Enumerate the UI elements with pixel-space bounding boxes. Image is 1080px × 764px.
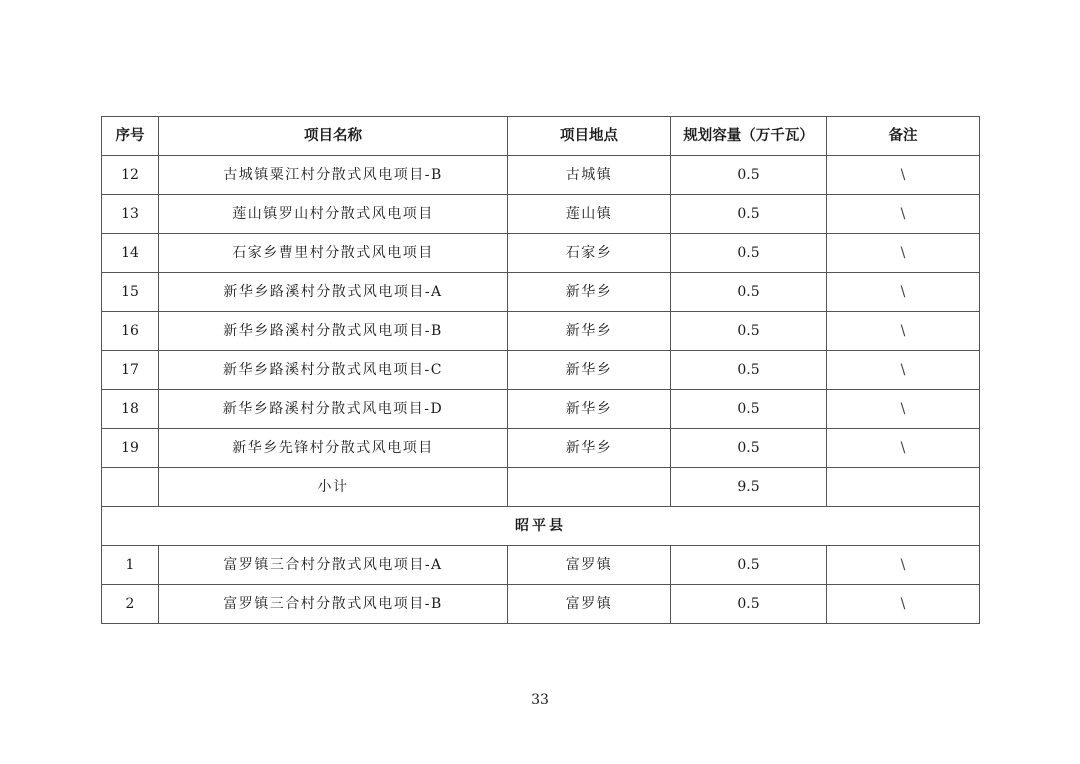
cell-note: \ bbox=[827, 234, 980, 273]
cell-note: \ bbox=[827, 546, 980, 585]
header-capacity: 规划容量（万千瓦） bbox=[671, 117, 827, 156]
table-row bbox=[102, 195, 980, 234]
cell-name: 新华乡路溪村分散式风电项目-D bbox=[159, 390, 508, 429]
cell-name: 新华乡路溪村分散式风电项目-C bbox=[159, 351, 508, 390]
table-row bbox=[102, 390, 980, 429]
cell-seq: 19 bbox=[102, 429, 159, 468]
cell-capacity: 0.5 bbox=[671, 546, 827, 585]
subtotal-label: 小计 bbox=[159, 468, 508, 507]
cell-capacity: 0.5 bbox=[671, 195, 827, 234]
cell-seq-empty bbox=[102, 468, 159, 507]
cell-seq: 2 bbox=[102, 585, 159, 624]
header-seq: 序号 bbox=[102, 117, 159, 156]
cell-name: 莲山镇罗山村分散式风电项目 bbox=[159, 195, 508, 234]
cell-location: 石家乡 bbox=[508, 234, 671, 273]
cell-note-empty bbox=[827, 468, 980, 507]
cell-location: 古城镇 bbox=[508, 156, 671, 195]
table-row bbox=[102, 156, 980, 195]
cell-note: \ bbox=[827, 273, 980, 312]
cell-note: \ bbox=[827, 156, 980, 195]
cell-capacity: 0.5 bbox=[671, 351, 827, 390]
table-row bbox=[102, 312, 980, 351]
cell-location: 新华乡 bbox=[508, 390, 671, 429]
page-number: 33 bbox=[531, 692, 549, 708]
cell-name: 新华乡路溪村分散式风电项目-A bbox=[159, 273, 508, 312]
cell-location: 新华乡 bbox=[508, 273, 671, 312]
cell-capacity: 0.5 bbox=[671, 156, 827, 195]
header-note: 备注 bbox=[827, 117, 980, 156]
cell-seq: 15 bbox=[102, 273, 159, 312]
cell-name: 古城镇粟江村分散式风电项目-B bbox=[159, 156, 508, 195]
cell-location-empty bbox=[508, 468, 671, 507]
group-title: 昭平县 bbox=[102, 507, 980, 546]
cell-location: 新华乡 bbox=[508, 351, 671, 390]
table-row bbox=[102, 546, 980, 585]
cell-capacity: 0.5 bbox=[671, 390, 827, 429]
header-location: 项目地点 bbox=[508, 117, 671, 156]
cell-capacity: 0.5 bbox=[671, 273, 827, 312]
cell-note: \ bbox=[827, 312, 980, 351]
cell-note: \ bbox=[827, 351, 980, 390]
cell-capacity: 0.5 bbox=[671, 585, 827, 624]
cell-seq: 1 bbox=[102, 546, 159, 585]
cell-capacity: 0.5 bbox=[671, 312, 827, 351]
table-header-row bbox=[102, 117, 980, 156]
cell-location: 莲山镇 bbox=[508, 195, 671, 234]
cell-seq: 12 bbox=[102, 156, 159, 195]
table-row bbox=[102, 429, 980, 468]
cell-name: 富罗镇三合村分散式风电项目-B bbox=[159, 585, 508, 624]
cell-location: 新华乡 bbox=[508, 312, 671, 351]
cell-note: \ bbox=[827, 390, 980, 429]
cell-location: 富罗镇 bbox=[508, 585, 671, 624]
cell-seq: 16 bbox=[102, 312, 159, 351]
cell-name: 富罗镇三合村分散式风电项目-A bbox=[159, 546, 508, 585]
subtotal-row bbox=[102, 468, 980, 507]
cell-location: 新华乡 bbox=[508, 429, 671, 468]
cell-note: \ bbox=[827, 585, 980, 624]
cell-location: 富罗镇 bbox=[508, 546, 671, 585]
cell-capacity: 0.5 bbox=[671, 429, 827, 468]
cell-note: \ bbox=[827, 429, 980, 468]
cell-name: 石家乡曹里村分散式风电项目 bbox=[159, 234, 508, 273]
cell-seq: 18 bbox=[102, 390, 159, 429]
group-header-row bbox=[102, 507, 980, 546]
table-row bbox=[102, 585, 980, 624]
cell-seq: 14 bbox=[102, 234, 159, 273]
project-table bbox=[101, 116, 980, 624]
cell-capacity: 0.5 bbox=[671, 234, 827, 273]
table-row bbox=[102, 351, 980, 390]
cell-name: 新华乡路溪村分散式风电项目-B bbox=[159, 312, 508, 351]
subtotal-capacity: 9.5 bbox=[671, 468, 827, 507]
table-row bbox=[102, 273, 980, 312]
cell-note: \ bbox=[827, 195, 980, 234]
header-name: 项目名称 bbox=[159, 117, 508, 156]
cell-seq: 17 bbox=[102, 351, 159, 390]
cell-seq: 13 bbox=[102, 195, 159, 234]
table-row bbox=[102, 234, 980, 273]
cell-name: 新华乡先锋村分散式风电项目 bbox=[159, 429, 508, 468]
